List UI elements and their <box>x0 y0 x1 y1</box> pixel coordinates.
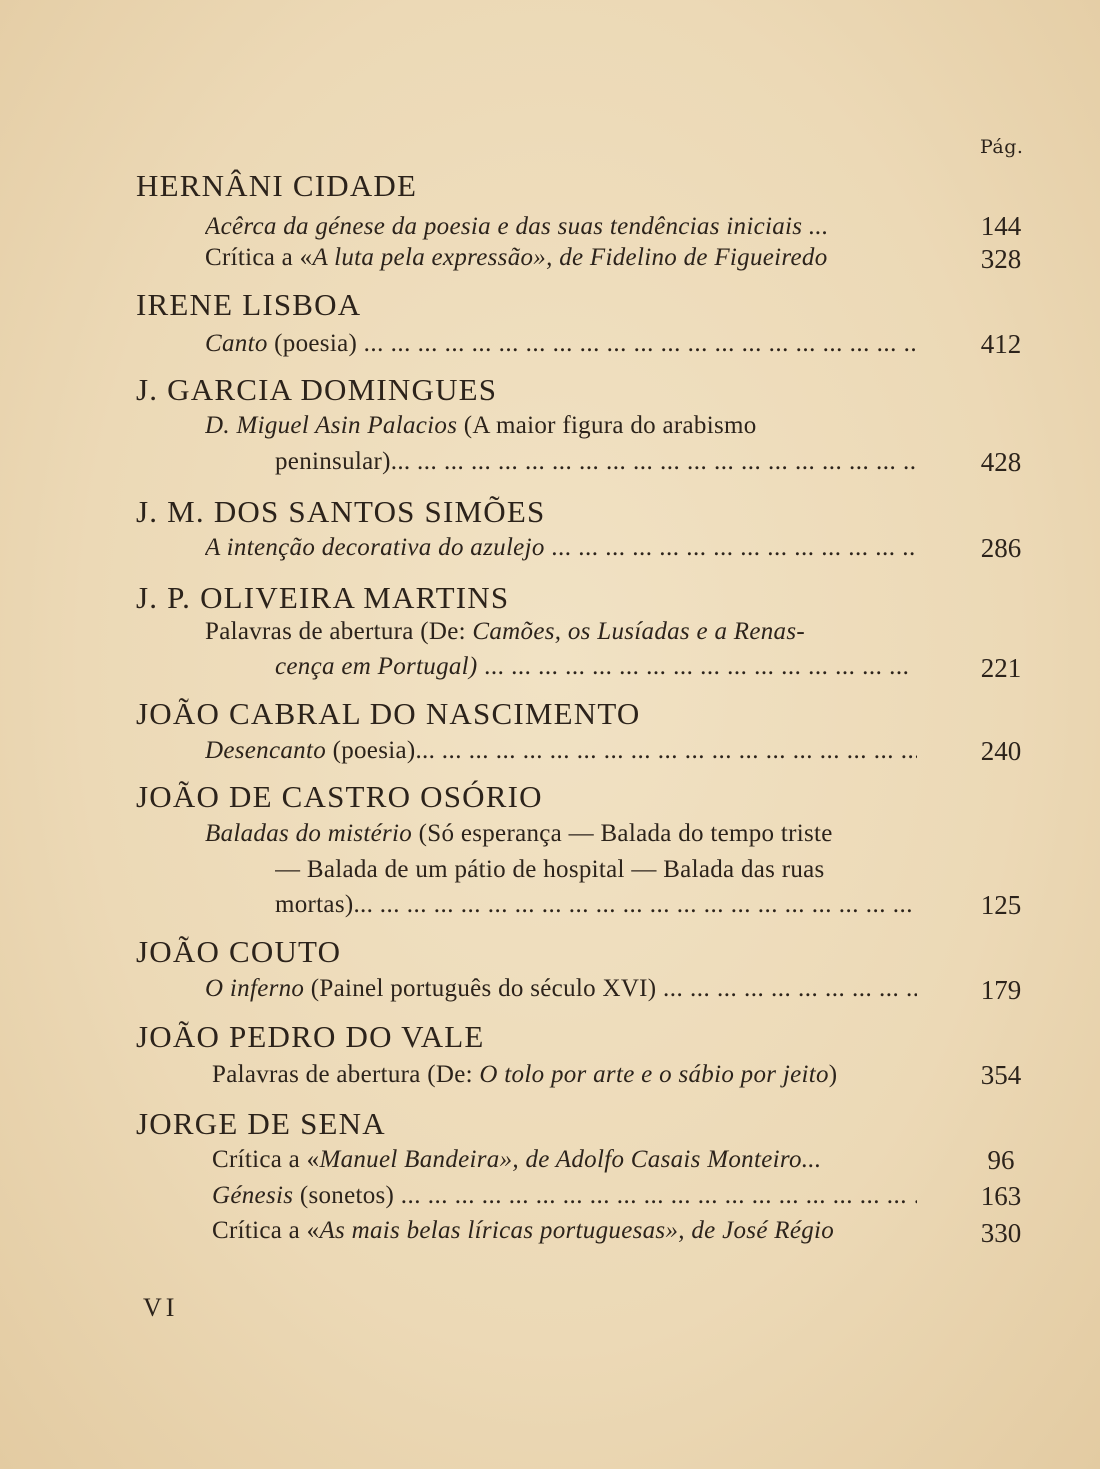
work-note: (poesia) <box>267 330 358 357</box>
work-prefix: Crítica a « <box>205 244 313 271</box>
work-entry <box>205 737 917 765</box>
work-title: Génesis <box>212 1182 294 1209</box>
author-heading: J. M. DOS SANTOS SIMÕES <box>136 494 546 529</box>
page-number: 179 <box>980 975 1022 1005</box>
author-heading: HERNÂNI CIDADE <box>136 168 418 203</box>
work-title: Baladas do mistério <box>205 820 413 847</box>
work-entry <box>205 534 917 562</box>
work-note-continued: peninsular)... <box>275 448 411 475</box>
work-entry <box>205 618 917 646</box>
work-entry <box>212 1217 917 1245</box>
work-entry <box>205 820 917 848</box>
author-heading: J. P. OLIVEIRA MARTINS <box>136 580 510 615</box>
work-title: Desencanto <box>205 737 327 764</box>
work-note-continued: mortas)... <box>275 891 374 918</box>
work-title: A luta pela expressão», de Fidelino de Figueiredo <box>312 244 828 271</box>
work-title: Canto <box>205 330 268 357</box>
work-prefix: Palavras de abertura (De: <box>212 1061 480 1088</box>
work-entry <box>212 1061 932 1089</box>
work-entry-continuation <box>275 653 917 681</box>
work-entry <box>212 1182 917 1210</box>
author-heading: JOÃO COUTO <box>136 934 342 969</box>
work-entry <box>212 1146 917 1174</box>
page-number: 163 <box>980 1181 1022 1211</box>
work-entry <box>205 412 917 440</box>
page-number: 144 <box>980 211 1022 241</box>
author-heading: JOÃO DE CASTRO OSÓRIO <box>136 779 543 814</box>
author-heading: JOÃO PEDRO DO VALE <box>136 1019 485 1054</box>
work-title: D. Miguel Asin Palacios <box>205 412 458 439</box>
work-title: A intenção decorativa do azulejo <box>205 534 545 561</box>
page-number: 354 <box>980 1060 1022 1090</box>
author-heading: IRENE LISBOA <box>136 287 362 322</box>
page-number: 330 <box>980 1218 1022 1248</box>
work-note: (sonetos) <box>293 1182 395 1209</box>
work-note: (Só esperança — Balada do tempo triste <box>412 820 833 847</box>
work-prefix: Palavras de abertura (De: <box>205 618 473 645</box>
work-entry <box>205 244 917 272</box>
page-number: 96 <box>987 1145 1015 1175</box>
work-title: As mais belas líricas portuguesas», de José Régio <box>319 1217 835 1244</box>
page-folio: VI <box>143 1293 179 1322</box>
work-title: Manuel Bandeira», de Adolfo Casais Monteiro... <box>319 1146 822 1173</box>
page-number: 428 <box>980 447 1022 477</box>
work-note: (Painel português do século XVI) <box>304 975 657 1002</box>
work-entry <box>205 975 917 1003</box>
page-number: 286 <box>980 533 1022 563</box>
work-entry <box>205 330 917 358</box>
author-heading: J. GARCIA DOMINGUES <box>136 372 498 407</box>
work-title-continued: cença em Portugal) <box>275 653 478 680</box>
work-title: Camões, os Lusíadas e a Renas- <box>472 618 806 645</box>
author-heading: JORGE DE SENA <box>136 1106 386 1141</box>
work-note: (A maior figura do arabismo <box>457 412 757 439</box>
page-number: 240 <box>980 736 1022 766</box>
page-number: 221 <box>980 653 1022 683</box>
work-prefix: Crítica a « <box>212 1217 320 1244</box>
page-column-label: Pág. <box>980 136 1024 158</box>
work-title: O inferno <box>205 975 305 1002</box>
work-note-continued: — Balada de um pátio de hospital — Balada das ruas <box>275 856 825 883</box>
work-note: (poesia)... <box>326 737 436 764</box>
page-number: 328 <box>980 244 1022 274</box>
page-number: 125 <box>980 890 1022 920</box>
page-number: 412 <box>980 329 1022 359</box>
work-prefix: Crítica a « <box>212 1146 320 1173</box>
work-entry <box>205 213 917 241</box>
work-title: O tolo por arte e o sábio por jeito <box>479 1061 829 1088</box>
work-suffix: ) <box>828 1061 838 1088</box>
work-entry-continuation <box>275 891 917 919</box>
author-heading: JOÃO CABRAL DO NASCIMENTO <box>136 696 641 731</box>
work-entry-continuation <box>275 856 917 884</box>
work-title: Acêrca da génese da poesia e das suas tendências iniciais ... <box>205 213 829 240</box>
work-entry-continuation <box>275 448 917 476</box>
